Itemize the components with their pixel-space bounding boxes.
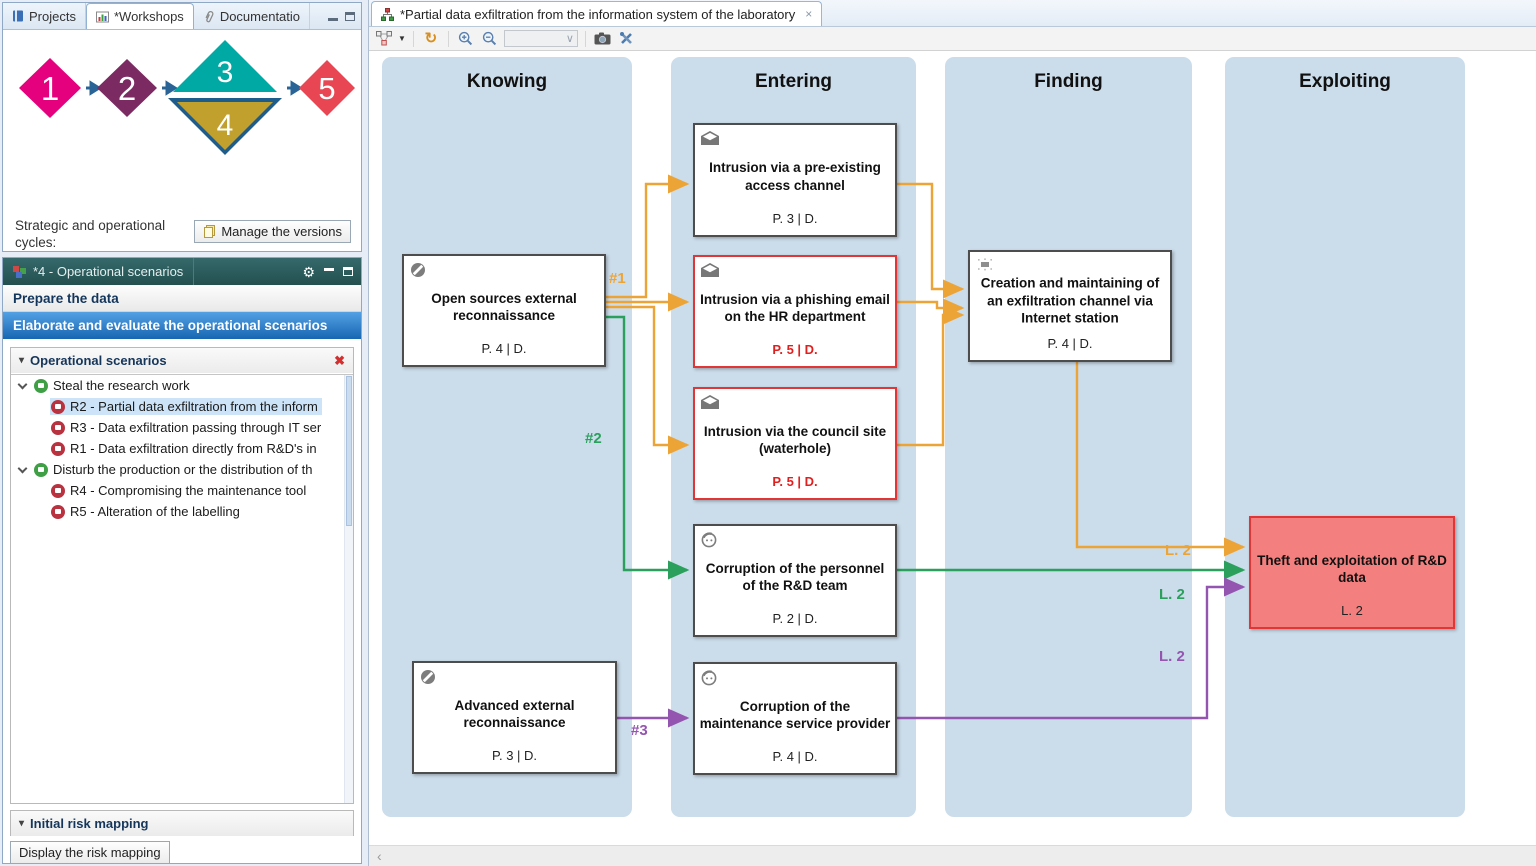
scenario-icon: [51, 484, 65, 498]
scenario-icon: [51, 400, 65, 414]
maximize-panel-button[interactable]: [345, 12, 355, 21]
person-face-icon: [701, 532, 717, 553]
node-corruption-maintenance[interactable]: [693, 662, 897, 775]
tree-row-label: R5 - Alteration of the labelling: [70, 504, 240, 519]
manage-versions-button[interactable]: [194, 220, 351, 243]
tab-projects[interactable]: [3, 3, 86, 29]
envelope-icon: [701, 131, 719, 150]
node-open-sources-recon[interactable]: [402, 254, 606, 367]
lane-finding: [945, 57, 1192, 817]
node-phishing-email[interactable]: [693, 255, 897, 368]
scenario-group-icon: [34, 463, 48, 477]
zoom-out-icon[interactable]: [480, 29, 500, 49]
initial-risk-mapping-header[interactable]: [11, 811, 353, 836]
editor-tabbar: [369, 0, 1536, 27]
zoom-in-icon[interactable]: [456, 29, 476, 49]
node-exfiltration-channel[interactable]: [968, 250, 1172, 362]
node-advanced-recon[interactable]: [412, 661, 617, 774]
scroll-left-icon[interactable]: ‹: [377, 848, 382, 864]
tab-workshops-label: *Workshops: [113, 9, 184, 24]
node-title: Theft and exploitation of R&D data: [1257, 552, 1447, 585]
operational-scenarios-section-header[interactable]: [11, 348, 353, 373]
diamond-5-label: 5: [318, 71, 336, 106]
collapse-triangle-icon: ▾: [19, 818, 25, 829]
node-corruption-personnel[interactable]: [693, 524, 897, 637]
node-waterhole[interactable]: [693, 387, 897, 500]
tree-row-group[interactable]: [11, 459, 353, 480]
tree-vertical-scrollbar[interactable]: [344, 375, 353, 803]
scenarios-tree: [11, 374, 353, 803]
tree-row-label: Disturb the production or the distribution of th: [53, 462, 313, 477]
diamond-4-label: 4: [216, 109, 234, 142]
edge-label-l2-green: L. 2: [1159, 586, 1185, 603]
operational-scenarios-section-title: Operational scenarios: [30, 353, 167, 368]
node-title: Creation and maintaining of an exfiltration channel via Internet station: [980, 275, 1160, 326]
chevron-down-icon[interactable]: [18, 463, 28, 473]
edge-label-1: #1: [609, 270, 626, 287]
scenario-icon: [51, 505, 65, 519]
node-subtext: P. 3 | D.: [772, 211, 818, 226]
cycle-caption-line1: Strategic and operational: [15, 218, 166, 233]
reconnaissance-icon: [410, 262, 426, 283]
cycle-arrow-2: [162, 83, 175, 93]
envelope-icon: [701, 395, 719, 414]
workshop-cycle-diagram: [5, 35, 359, 185]
node-title: Corruption of the maintenance service provider: [699, 698, 891, 731]
operational-scenarios-section: [10, 347, 354, 804]
node-subtext: P. 4 | D.: [1047, 336, 1093, 351]
diamond-3-label: 3: [216, 56, 234, 89]
view-header: [3, 258, 361, 285]
diagram-canvas[interactable]: [369, 52, 1536, 845]
view-header-icons: [302, 265, 361, 279]
display-risk-mapping-button[interactable]: [10, 841, 170, 864]
reconnaissance-icon: [420, 669, 436, 690]
tab-projects-label: Projects: [29, 8, 76, 24]
tree-row-label: R1 - Data exfiltration directly from R&D's in: [70, 441, 317, 456]
edge-label-2: #2: [585, 430, 602, 447]
view-tab-label: *4 - Operational scenarios: [33, 264, 184, 279]
operational-scenarios-panel: [2, 257, 362, 864]
step-prepare-label: Prepare the data: [13, 290, 119, 306]
tools-icon[interactable]: [617, 29, 637, 49]
node-subtext: P. 2 | D.: [772, 611, 818, 626]
node-subtext: P. 4 | D.: [481, 341, 527, 356]
workshops-panel: [2, 2, 362, 252]
chevron-down-icon[interactable]: [18, 379, 28, 389]
cycle-diamonds-graphic: [5, 35, 359, 185]
collapse-triangle-icon: ▾: [19, 355, 25, 366]
tree-row-label: R4 - Compromising the maintenance tool: [70, 483, 307, 498]
node-subtext: L. 2: [1341, 603, 1363, 618]
combo-chevron-icon: ∨: [565, 33, 574, 45]
step-elaborate-evaluate[interactable]: [3, 312, 361, 339]
initial-risk-mapping-title: Initial risk mapping: [30, 816, 149, 831]
initial-risk-mapping-section: [10, 810, 354, 836]
diagram-icon: [381, 8, 394, 21]
lane-exploiting: [1225, 57, 1465, 817]
paperclip-icon: [203, 10, 215, 23]
scenario-group-icon: [34, 379, 48, 393]
tree-row-scenario[interactable]: [11, 417, 353, 438]
camera-icon[interactable]: [593, 29, 613, 49]
tab-documentation-label: Documentatio: [219, 8, 301, 24]
tree-row-scenario[interactable]: [11, 396, 353, 417]
tree-row-scenario[interactable]: [11, 501, 353, 522]
scrollbar-thumb[interactable]: [346, 376, 352, 526]
minimize-view-button[interactable]: [324, 268, 334, 271]
node-title: Open sources external reconnaissance: [431, 290, 577, 323]
refresh-icon[interactable]: ↻: [424, 30, 438, 47]
editor-tab[interactable]: [371, 1, 822, 26]
cubes-icon: [13, 265, 27, 278]
gear-icon[interactable]: ⚙: [302, 263, 315, 280]
edge-label-l2-purple: L. 2: [1159, 648, 1185, 665]
cycle-caption: [15, 217, 215, 251]
node-subtext: P. 5 | D.: [772, 474, 818, 489]
node-title: Intrusion via the council site (waterhole): [703, 423, 887, 456]
editor-tab-title: *Partial data exfiltration from the information system of the laboratory: [400, 6, 796, 22]
scenario-icon: [51, 442, 65, 456]
tree-row-label: R2 - Partial data exfiltration from the inform: [70, 399, 318, 414]
step-prepare-the-data[interactable]: [3, 285, 361, 312]
tree-row-scenario[interactable]: [11, 438, 353, 459]
step-elaborate-label: Elaborate and evaluate the operational scenarios: [13, 318, 328, 333]
view-tab-operational-scenarios[interactable]: [3, 258, 194, 285]
tree-row-label: Steal the research work: [53, 378, 190, 393]
maximize-view-button[interactable]: [343, 267, 353, 276]
edge-label-3: #3: [631, 722, 648, 739]
workshops-panel-tabstrip: [3, 3, 361, 30]
zoom-level-combobox[interactable]: [504, 30, 578, 47]
node-subtext: P. 4 | D.: [772, 749, 818, 764]
channel-icon: [976, 258, 994, 276]
versions-icon: [203, 225, 216, 238]
edge-label-l2-orange: L. 2: [1165, 542, 1191, 559]
lane-exploiting-title: Exploiting: [1299, 71, 1391, 92]
workshops-chart-icon: [96, 11, 109, 23]
lane-knowing-title: Knowing: [466, 71, 548, 92]
panel-window-buttons: [328, 3, 361, 29]
node-preexisting-access[interactable]: [693, 123, 897, 237]
display-risk-mapping-label: Display the risk mapping: [19, 845, 161, 860]
tree-row-label: R3 - Data exfiltration passing through IT ser: [70, 420, 322, 435]
close-tab-icon[interactable]: ×: [805, 7, 813, 21]
node-subtext: P. 3 | D.: [491, 748, 538, 763]
envelope-icon: [701, 263, 719, 282]
lane-finding-title: Finding: [1034, 71, 1103, 92]
tree-row-scenario[interactable]: [11, 480, 353, 501]
editor-toolbar: [369, 27, 1536, 51]
horizontal-scrollbar[interactable]: [369, 845, 1536, 866]
node-subtext: P. 5 | D.: [772, 342, 818, 357]
layout-icon[interactable]: [374, 29, 394, 49]
scenario-icon: [51, 421, 65, 435]
tab-workshops[interactable]: [86, 3, 194, 29]
minimize-panel-button[interactable]: [328, 12, 338, 21]
node-title: Advanced external reconnaissance: [454, 697, 575, 730]
diagram-editor-area: [368, 0, 1536, 866]
node-title: Intrusion via a phishing email on the HR department: [700, 291, 890, 324]
manage-versions-label: Manage the versions: [221, 224, 342, 239]
tree-row-group[interactable]: [11, 375, 353, 396]
tab-documentation[interactable]: [194, 3, 310, 29]
lane-entering-title: Entering: [754, 71, 833, 92]
remove-section-icon[interactable]: ✖: [334, 352, 345, 368]
node-theft-exploitation[interactable]: [1249, 516, 1455, 629]
node-title: Intrusion via a pre-existing access channel: [709, 159, 881, 193]
cycle-arrow-3: [287, 83, 300, 93]
projects-book-icon: [12, 10, 24, 22]
layout-dropdown-icon[interactable]: ▼: [398, 34, 406, 43]
diamond-2-label: 2: [117, 70, 137, 107]
node-title: Corruption of the personnel of the R&D team: [705, 560, 885, 593]
person-face-icon: [701, 670, 717, 691]
cycle-caption-line2: cycles:: [15, 235, 57, 250]
diamond-1-label: 1: [40, 70, 60, 107]
